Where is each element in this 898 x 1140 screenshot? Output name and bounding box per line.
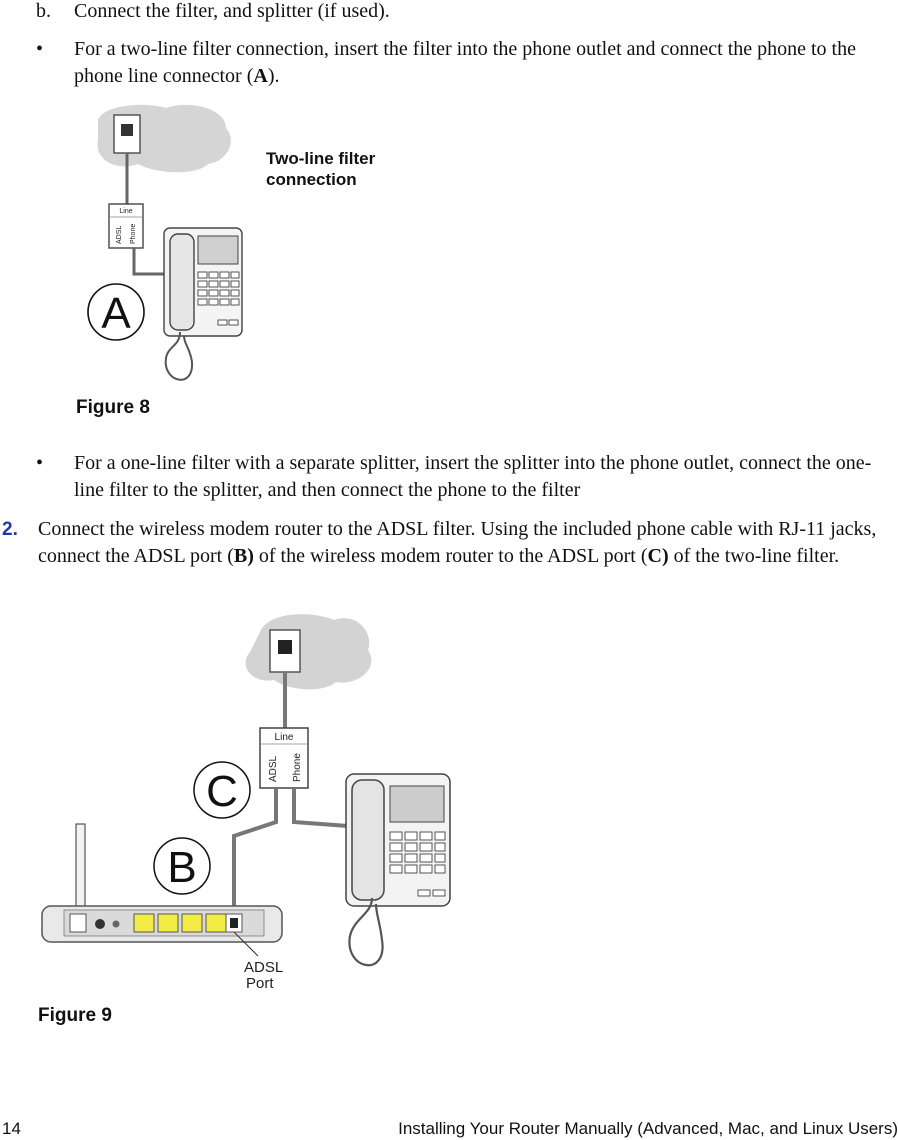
callout-a-letter: A	[101, 289, 131, 338]
phone-cable	[294, 788, 348, 826]
adsl-port-label-line1: ADSL	[244, 959, 284, 976]
figure-8-caption: Figure 8	[76, 397, 150, 418]
step-2-text-part: of the two-line filter.	[668, 545, 840, 567]
page-number: 14	[2, 1119, 21, 1138]
filter-line-label: Line	[119, 208, 133, 215]
handset-cord	[349, 898, 382, 965]
bullet-two-line-filter	[36, 36, 896, 92]
wall-outlet-jack	[278, 640, 292, 654]
telephone-handset	[170, 234, 194, 330]
filter-adsl-label: ADSL	[116, 225, 123, 244]
wall-background	[246, 614, 372, 689]
callout-b-letter: B	[167, 843, 197, 892]
adsl-port-label-line2: Port	[246, 975, 274, 992]
figure-8-illustration	[76, 100, 248, 392]
step-b	[36, 0, 390, 25]
step-2-text-part: of the wireless modem router to the ADSL port (	[253, 545, 648, 567]
filter-adsl-label: ADSL	[268, 755, 279, 782]
step-b-marker: b.	[36, 0, 51, 22]
step-b-text: Connect the filter, and splitter (if used).	[74, 0, 390, 22]
bullet-symbol: •	[36, 38, 44, 60]
router-power-slot	[70, 914, 86, 932]
figure-9-caption: Figure 9	[38, 1005, 112, 1026]
router-power-jack	[95, 919, 105, 929]
step-2	[2, 516, 896, 598]
step-2-text	[38, 516, 898, 570]
telephone-screen	[390, 786, 444, 822]
telephone-screen	[198, 236, 238, 264]
bullet-text: For a one-line filter with a separate splitter, insert the splitter into the phone outlet, connect the one-line filter to the splitter, and then connect the phone to the filter	[74, 452, 872, 501]
handset-cord	[166, 332, 192, 380]
figure-9-illustration	[38, 610, 458, 995]
step-2-number: 2.	[2, 519, 18, 540]
bullet-symbol: •	[36, 452, 44, 474]
telephone-handset	[352, 780, 384, 900]
bullet-one-line-filter	[36, 450, 896, 506]
router-antenna	[76, 824, 85, 918]
step-2-text-part: Connect the wireless modem router to the ADSL filter. Using the included phone cable with RJ-11 jacks, connect the ADSL port (	[38, 518, 877, 567]
filter-line-label: Line	[274, 732, 294, 743]
step-2-bold-c: C)	[647, 545, 669, 567]
router-button	[113, 921, 120, 928]
bullet-text-part: For a two-line filter connection, insert the filter into the phone outlet and connect the phone to the phone line connector (	[74, 38, 856, 87]
footer-title: Installing Your Router Manually (Advanced, Mac, and Linux Users)	[398, 1119, 898, 1138]
bullet-text	[74, 36, 896, 90]
bullet-bold-letter: A	[253, 65, 268, 87]
step-2-bold-b: B)	[233, 545, 254, 567]
filter-phone-label: Phone	[292, 753, 303, 782]
callout-c-letter: C	[206, 767, 238, 816]
wall-outlet-jack	[121, 124, 133, 136]
filter-phone-label: Phone	[130, 223, 137, 244]
figure-8-callout: Two-line filter connection	[266, 149, 376, 189]
bullet-text-end: ).	[267, 65, 280, 87]
